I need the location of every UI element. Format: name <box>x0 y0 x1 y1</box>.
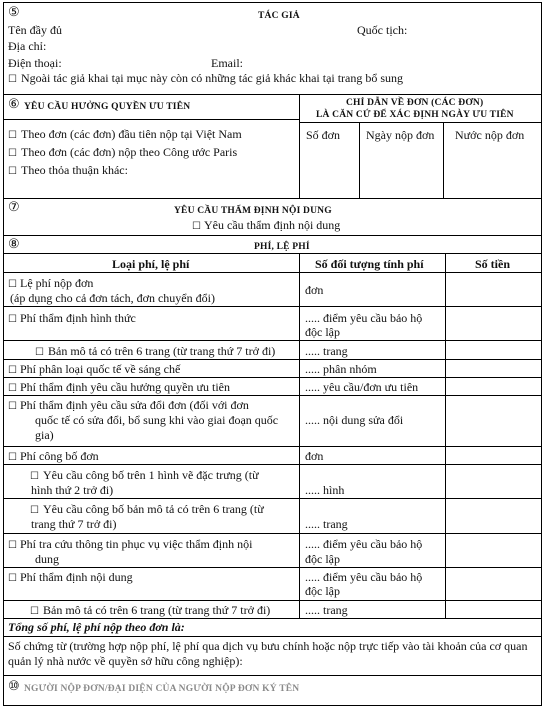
priority-option-checkbox[interactable]: ☐ <box>8 148 17 159</box>
fee-checkbox[interactable]: ☐ <box>8 314 17 325</box>
fee-label: Bản mô tả có trên 6 trang (từ trang thứ 7 trở đi) <box>48 344 276 358</box>
fee-count: ..... trang <box>305 517 348 531</box>
priority-option-checkbox[interactable]: ☐ <box>8 130 17 141</box>
fee-count: ..... điểm yêu cầu bảo hộ <box>305 537 423 551</box>
section-number: ⑥ <box>8 96 20 111</box>
priority-option-paris: Theo đơn (các đơn) nộp theo Công ước Paris <box>21 145 238 159</box>
other-authors-checkbox[interactable]: ☐ <box>8 74 17 85</box>
fee-count: ..... hình <box>305 483 345 497</box>
fee-count: ..... phân nhóm <box>305 362 377 376</box>
section-title: PHÍ, LỆ PHÍ <box>254 242 310 252</box>
examination-checkbox[interactable]: ☐ <box>192 221 201 232</box>
email-label: Email: <box>211 56 243 70</box>
section-title: TÁC GIẢ <box>258 11 300 21</box>
phone-label: Điện thoại: <box>8 56 62 70</box>
fee-checkbox[interactable]: ☐ <box>30 606 39 617</box>
examination-label: Yêu cầu thẩm định nội dung <box>204 218 341 232</box>
fee-checkbox[interactable]: ☐ <box>8 452 17 463</box>
fee-checkbox[interactable]: ☐ <box>8 401 17 412</box>
section-title: NGƯỜI NỘP ĐƠN/ĐẠI DIỆN CỦA NGƯỜI NỘP ĐƠN KÝ TÊN <box>24 684 300 694</box>
fee-label: Phí thẩm định nội dung <box>20 570 133 584</box>
fee-label: Yêu cầu công bố bản mô tả có trên 6 trang (từ <box>43 502 264 516</box>
col-filing-country: Nước nộp đơn <box>455 128 525 142</box>
fee-label: Phí thẩm định yêu cầu hưởng quyền ưu tiên <box>20 380 230 394</box>
fee-label-cont: quốc tế có sửa đổi, bổ sung khi vào giai đoạn quốc <box>35 413 279 427</box>
fee-label: Phí thẩm định yêu cầu sửa đổi đơn (đối với đơn <box>20 398 249 412</box>
fee-checkbox[interactable]: ☐ <box>8 573 17 584</box>
fee-checkbox[interactable]: ☐ <box>8 365 17 376</box>
fee-checkbox[interactable]: ☐ <box>8 279 17 290</box>
fee-total-label: Tổng số phí, lệ phí nộp theo đơn là: <box>8 620 185 634</box>
fee-count: ..... trang <box>305 344 348 358</box>
fee-count: ..... điểm yêu cầu bảo hộ <box>305 311 423 325</box>
application-form <box>3 2 542 706</box>
other-authors-label: Ngoài tác giả khai tại mục này còn có những tác giả khác khai tại trang bổ sung <box>21 71 404 85</box>
priority-option-other: Theo thỏa thuận khác: <box>21 163 128 177</box>
fee-label: Phí tra cứu thông tin phục vụ việc thẩm định nội <box>20 537 253 551</box>
fee-label: Phí phân loại quốc tế về sáng chế <box>20 362 181 376</box>
col-filing-date: Ngày nộp đơn <box>366 128 435 142</box>
fee-count-cont: độc lập <box>305 584 340 598</box>
receipt-number-label: Số chứng từ (trường hợp nộp phí, lệ phí qua dịch vụ bưu chính hoặc nộp trực tiếp vào tài khoản của cơ quan quản lý nhà nước về quyền sở hữu công nghiệp): <box>8 639 528 668</box>
col-application-number: Số đơn <box>306 128 341 142</box>
priority-doc-title-2: LÀ CĂN CỨ ĐỂ XÁC ĐỊNH NGÀY ƯU TIÊN <box>316 110 514 120</box>
fee-count: ..... yêu cầu/đơn ưu tiên <box>305 380 419 394</box>
col-fee-type: Loại phí, lệ phí <box>112 257 190 271</box>
priority-doc-title-1: CHỈ DẪN VỀ ĐƠN (CÁC ĐƠN) <box>346 98 484 108</box>
fee-label: Lệ phí nộp đơn <box>20 276 94 290</box>
fee-checkbox[interactable]: ☐ <box>30 505 39 516</box>
fee-label: Bản mô tả có trên 6 trang (từ trang thứ 7 trở đi) <box>43 603 271 617</box>
section-number: ⑧ <box>8 236 20 251</box>
fee-label-cont: gia) <box>35 428 54 442</box>
fee-label-cont: trang thứ 7 trở đi) <box>31 517 117 531</box>
section-title: YÊU CẦU HƯỞNG QUYỀN ƯU TIÊN <box>24 102 191 112</box>
fee-count: đơn <box>305 449 324 463</box>
col-fee-count: Số đối tượng tính phí <box>315 257 424 271</box>
fee-label: Phí thẩm định hình thức <box>20 311 136 325</box>
fee-label-cont: hình thứ 2 trở đi) <box>31 483 114 497</box>
fee-label-cont: dung <box>35 552 59 566</box>
fee-count: ..... trang <box>305 603 348 617</box>
fee-checkbox[interactable]: ☐ <box>8 383 17 394</box>
section-number: ⑦ <box>8 199 20 214</box>
fee-count: ..... nội dung sửa đổi <box>305 413 404 427</box>
fee-label: Yêu cầu công bố trên 1 hình vẽ đặc trưng (từ <box>43 468 259 482</box>
full-name-label: Tên đầy đủ <box>8 23 62 37</box>
nationality-label: Quốc tịch: <box>357 23 408 37</box>
fee-checkbox[interactable]: ☐ <box>8 540 17 551</box>
fee-label: Phí công bố đơn <box>20 449 99 463</box>
fee-count: ..... điểm yêu cầu bảo hộ <box>305 570 423 584</box>
fee-checkbox[interactable]: ☐ <box>30 471 39 482</box>
fee-count: đơn <box>305 283 324 297</box>
section-number: ⑤ <box>8 4 20 19</box>
section-title: YÊU CẦU THẨM ĐỊNH NỘI DUNG <box>174 206 332 216</box>
fee-count-cont: độc lập <box>305 552 340 566</box>
fee-count-cont: độc lập <box>305 325 340 339</box>
col-fee-amount: Số tiền <box>475 257 511 271</box>
fee-label-cont: (áp dụng cho cả đơn tách, đơn chuyển đổi) <box>10 291 215 305</box>
priority-option-vn: Theo đơn (các đơn) đầu tiên nộp tại Việt Nam <box>21 127 242 141</box>
fee-checkbox[interactable]: ☐ <box>35 347 44 358</box>
section-number: ⑩ <box>8 678 20 693</box>
priority-option-checkbox[interactable]: ☐ <box>8 166 17 177</box>
address-label: Địa chỉ: <box>8 39 47 53</box>
